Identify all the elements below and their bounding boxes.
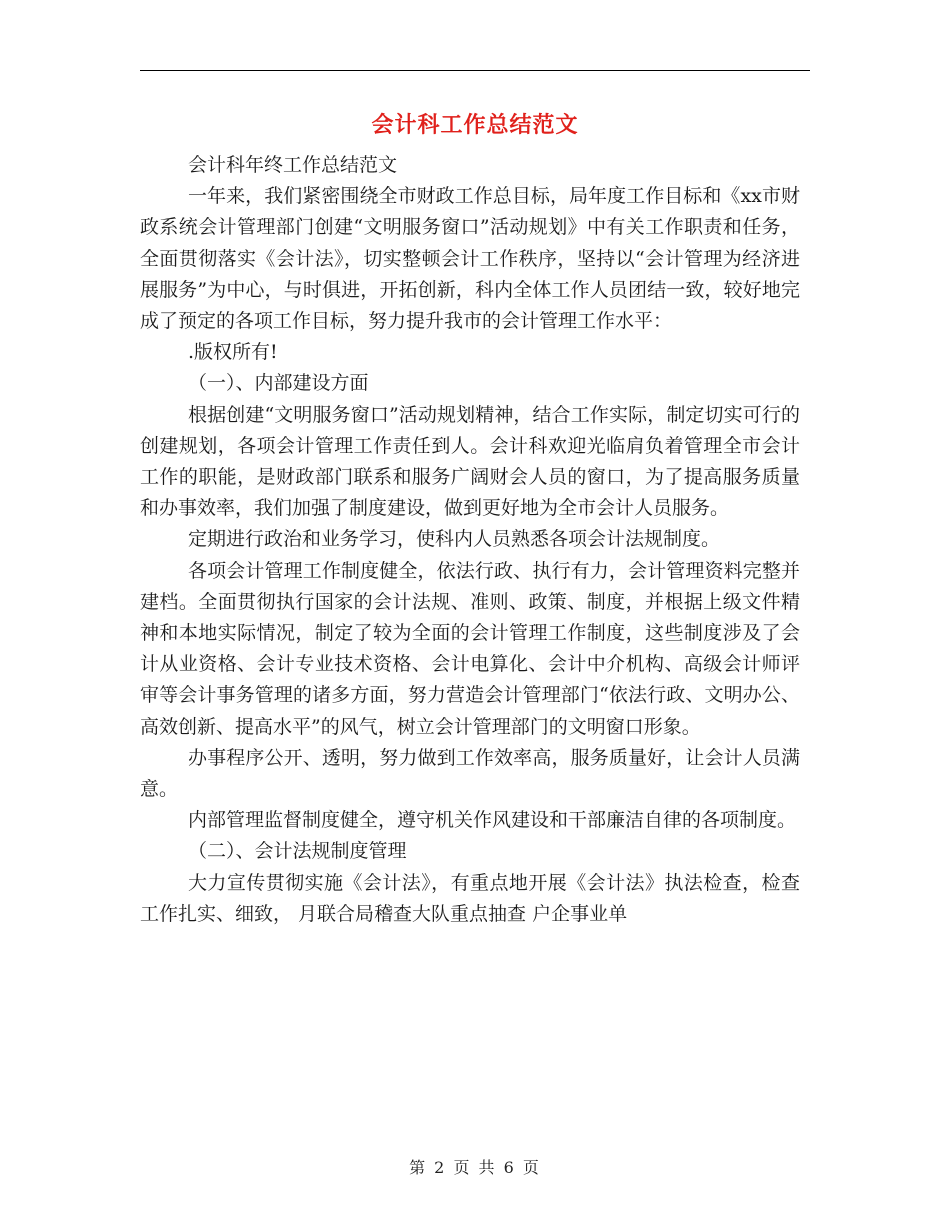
paragraph: 内部管理监督制度健全，遵守机关作风建设和干部廉洁自律的各项制度。 [188, 809, 797, 832]
section-heading: （一）、内部建设方面 [188, 372, 369, 395]
document-title: 会计科工作总结范文 [371, 113, 579, 138]
paragraph: 一年来，我们紧密围绕全市财政工作总目标，局年度工作目标和《xx市财政系统会计管理部门创建“文明服务窗口”活动规划》中有关工作职责和任务，全面贯彻落实《会计法》，切实整顿会计工作秩序，坚持以“会计管理为经济进展服务”为中心，与时俱进，开拓创新，科内全体工作人员团结一致，较好地完成了预定的各项工作目标，努力提升我市的会计管理工作水平： [140, 185, 800, 333]
paragraph: 定期进行政治和业务学习，使科内人员熟悉各项会计法规制度。 [188, 528, 721, 551]
paragraph: 办事程序公开、透明，努力做到工作效率高，服务质量好，让会计人员满意。 [140, 746, 800, 801]
page-number-footer: 第 2 页 共 6 页 [409, 1158, 541, 1177]
paragraph: 根据创建“文明服务窗口”活动规划精神，结合工作实际，制定切实可行的创建规划，各项会计管理工作责任到人。会计科欢迎光临肩负着管理全市会计工作的职能，是财政部门联系和服务广阔财会人员的窗口，为了提高服务质量和办事效率，我们加强了制度建设，做到更好地为全市会计人员服务。 [140, 403, 800, 520]
header-rule [140, 70, 810, 71]
document-body [140, 150, 800, 930]
paragraph: 大力宣传贯彻实施《会计法》，有重点地开展《会计法》执法检查，检查工作扎实、细致， 月联合局稽查大队重点抽查 户企事业单 [140, 871, 800, 925]
paragraph: 各项会计管理工作制度健全，依法行政、执行有力，会计管理资料完整并建档。全面贯彻执行国家的会计法规、准则、政策、制度，并根据上级文件精神和本地实际情况，制定了较为全面的会计管理工作制度，这些制度涉及了会计从业资格、会计专业技术资格、会计电算化、会计中介机构、高级会计师评审等会计事务管理的诸多方面，努力营造会计管理部门“依法行政、文明办公、高效创新、提高水平”的风气，树立会计管理部门的文明窗口形象。 [140, 559, 800, 738]
paragraph: 会计科年终工作总结范文 [188, 154, 398, 176]
paragraph: .版权所有! [188, 341, 278, 364]
section-heading: （二）、会计法规制度管理 [188, 840, 407, 863]
